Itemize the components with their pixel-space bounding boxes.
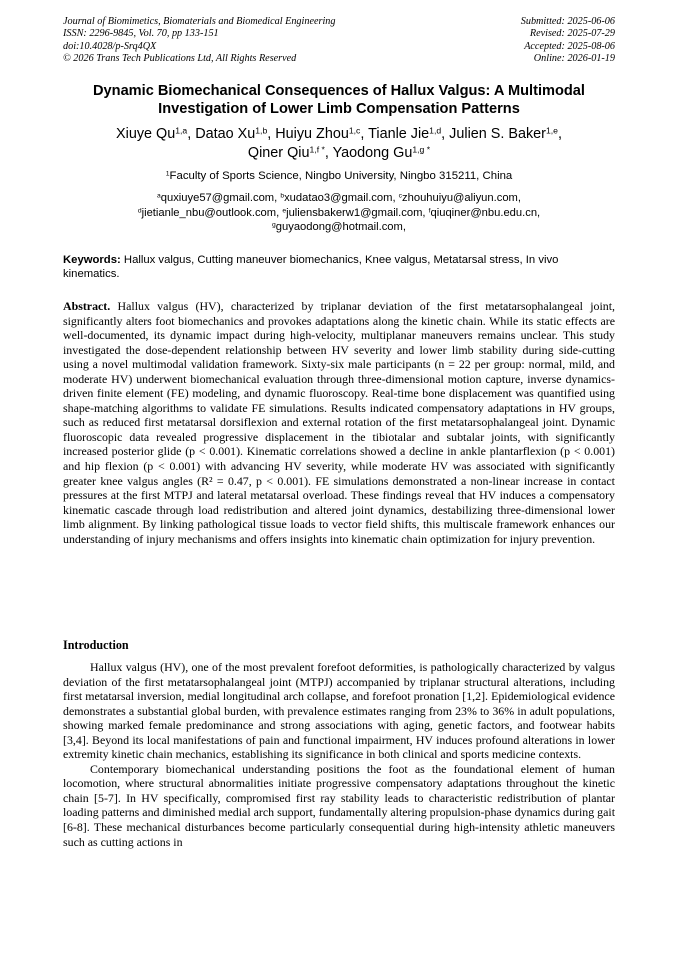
paragraph: Hallux valgus (HV), one of the most prevalent forefoot deformities, is pathologically characterized by valgus deviation of the first metatarsophalangeal joint (MTPJ) accompanied by triplanar structural alterations, including first metatarsal inversion, medial longitudinal arch collapse, and forefoot pronation [1,2]. Epidemiological evidence demonstrates a substantial global burden, with prevalence estimates ranging from 23% to 36% in adult populations, showing marked female predominance and strong associations with aging, genetic factors, and footwear habits [3,4]. Beyond its local manifestations of pain and functional impairment, HV induces profound alterations in lower extremity kinetic chain mechanics, establishing its significance in both clinical and sports medicine contexts. <box>63 660 615 762</box>
author: Tianle Jie$^{1,d}$, <box>368 125 450 142</box>
doi-line: doi:10.4028/p-Srq4QX <box>63 40 157 52</box>
email-entry: $^a$quxiuye57@gmail.com, <box>157 192 281 204</box>
issn-line: ISSN: 2296-9845, Vol. 70, pp 133-151 <box>63 28 219 40</box>
abstract-label: Abstract. <box>63 299 111 313</box>
accepted-date: Accepted: 2025-08-06 <box>524 40 615 52</box>
copyright-line: © 2026 Trans Tech Publications Ltd, All Rights Reserved <box>63 52 297 64</box>
author: Huiyu Zhou$^{1,c}$, <box>275 125 369 142</box>
section-heading-introduction: Introduction <box>63 638 129 652</box>
submitted-date: Submitted: 2025-06-06 <box>520 16 615 27</box>
email-entry: $^g$guyaodong@hotmail.com, <box>272 221 406 234</box>
keywords <box>63 253 615 282</box>
revised-date: Revised: 2025-07-29 <box>529 28 615 40</box>
affiliation: $^1$Faculty of Sports Science, Ningbo University, Ningbo 315211, China <box>165 170 513 182</box>
paragraph: Contemporary biomechanical understanding positions the foot as the foundational element of human locomotion, where structural abnormalities initiate progressive compensatory adaptations throughout the kinetic chain [5-7]. In HV specifically, compromised first ray stability leads to characteristic redistribution of plantar loading patterns and diminished medial arch support, fundamentally altering propulsion-phase dynamics during gait [6-8]. These mechanical disturbances become particularly consequential during high-intensity athletic maneuvers such as cutting actions in <box>63 761 615 849</box>
author: Yaodong $Gu^{1,g *}$ <box>332 144 431 161</box>
keywords-label: Keywords: <box>63 254 121 266</box>
journal-name: Journal of Biomimetics, Biomaterials and Biomedical Engineering <box>63 16 336 27</box>
abstract-text: Hallux valgus (HV), characterized by triplanar deviation of the first metatarsophalangeal joint, significantly alters foot biomechanics and provokes adaptations along the kinetic chain. While its static effects are well-documented, its dynamic impact during high-velocity, multiplanar maneuvers remains unclear. This study investigated the dose-dependent relationship between HV severity and lower limb stability during side-cutting using a novel multimodal validation framework. Sixty-six male participants (n = 22 per group: normal, mild, and moderate HV) underwent biomechanical evaluation through three-dimensional motion capture, inverse dynamics-driven finite element (FE) modeling, and dynamic fluoroscopy. Real-time bone displacement was quantified using shape-matching algorithms to validate FE simulations. Results indicated compensatory adaptations in HV groups, such as reduced first metatarsal dorsiflexion and external rotation of the first metatarsophalangeal joint. Dynamic fluoroscopic data revealed progressive displacement in the tibiotalar and subtalar joints, with significantly increased posterior glide (p < 0.001). Kinematic correlations showed a decline in ankle plantarflexion (p < 0.001) and hip flexion (p < 0.001) with advancing HV severity, while moderate HV was associated with significantly greater knee valgus angles (R² = 0.47, p < 0.001). FE simulations demonstrated a non-linear increase in contact pressures at the first MTPJ and lateral metatarsal overload. These findings reveal that HV induces a compensatory kinematic cascade through load redistribution and altered joint dynamics, destabilizing three-dimensional lower limb alignment. By linking pathological tissue loads to vector field shifts, this multiscale framework enhances our understanding of injury mechanisms and offers insights into kinematic chain optimization for injury prevention. <box>63 299 615 546</box>
author: Datao Xu$^{1,b}$, <box>195 125 276 142</box>
author: Julien S. Baker$^{1,e}$, <box>449 125 562 142</box>
author-emails <box>60 191 618 235</box>
author: Qiner Qiu$^{1,f *}$, <box>247 144 333 161</box>
email-entry: $^d$jietianle_nbu@outlook.com, <box>137 206 283 219</box>
author-list <box>60 125 618 163</box>
email-entry: $^c$zhouhuiyu@aliyun.com, <box>398 192 521 204</box>
email-entry: $^e$juliensbakerw1@gmail.com, <box>282 206 429 219</box>
keywords-text: Hallux valgus, Cutting maneuver biomechanics, Knee valgus, Metatarsal stress, In vivo kinematics. <box>63 254 559 281</box>
introduction-body <box>63 660 615 849</box>
email-entry: $^f$qiuqiner@nbu.edu.cn, <box>428 206 541 219</box>
paper-title: Dynamic Biomechanical Consequences of Hallux Valgus: A Multimodal Investigation of Lower Limb Compensation Patterns <box>93 83 585 118</box>
author: Xiuye Qu$^{1,a}$, <box>116 125 196 142</box>
dates-header <box>521 16 615 65</box>
online-date: Online: 2026-01-19 <box>533 52 615 64</box>
email-entry: $^b$xudatao3@gmail.com, <box>280 192 399 204</box>
abstract <box>63 299 615 546</box>
journal-header <box>63 16 335 65</box>
